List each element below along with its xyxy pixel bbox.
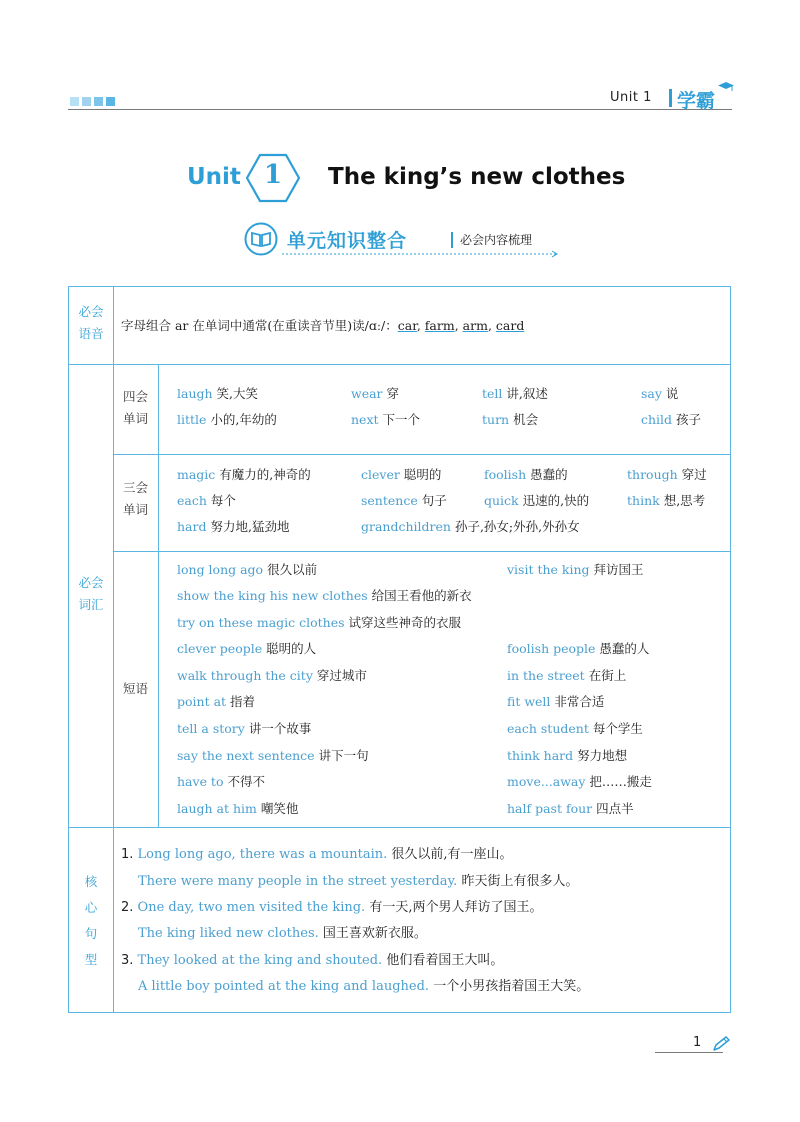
vocab-entry [627, 466, 707, 483]
word-zh: 聪明的 [403, 467, 442, 482]
pronunciation-text: 字母组合 ar 在单词中通常(在重读音节里)读/ɑː/： [121, 318, 398, 333]
section-title: 单元知识整合 [287, 230, 408, 252]
three-skill-label [113, 477, 158, 521]
core-sentences-label [69, 869, 113, 973]
sentence-number: 2. [121, 900, 134, 915]
phrase-zh: 穿过城市 [316, 668, 367, 683]
table-divider [113, 551, 730, 552]
phrase-en: show the king his new clothes [177, 588, 368, 603]
phrase-entry [507, 693, 604, 710]
section-subtitle: 必会内容梳理 [460, 233, 533, 247]
header-rule [68, 109, 732, 110]
phrase-entry [177, 640, 316, 657]
phrase-en: say the next sentence [177, 748, 315, 763]
word-en: next [351, 412, 379, 427]
word-zh: 想,思考 [663, 493, 706, 508]
phrase-entry [177, 773, 265, 790]
vocab-entry [361, 466, 441, 483]
phrase-en: long long ago [177, 562, 264, 577]
sentence-zh: 一个小男孩指着国王大笑。 [433, 979, 590, 994]
vocab-entry [351, 385, 399, 402]
table-divider [113, 454, 730, 455]
phrase-entry [507, 747, 627, 764]
section-heading [244, 222, 564, 260]
phrase-en: laugh at him [177, 801, 257, 816]
table-divider [69, 827, 730, 828]
sentence-en: One day, two men visited the king. [137, 900, 366, 915]
four-skill-label [113, 386, 158, 430]
section-divider [451, 232, 453, 248]
unit-word: Unit [187, 164, 241, 190]
word-zh: 下一个 [382, 412, 421, 427]
sentence-zh: 很久以前,有一座山。 [391, 847, 513, 862]
word-zh: 穿 [386, 386, 400, 401]
sentence-item [121, 846, 513, 863]
vocab-entry [641, 411, 701, 428]
graduation-cap-icon [718, 82, 734, 92]
vocab-entry [484, 492, 589, 509]
phrase-zh: 讲下一句 [318, 748, 369, 763]
unit-number: 1 [263, 160, 283, 190]
label-line: 四会 [122, 389, 148, 404]
label-line: 必会 [78, 304, 104, 319]
phrase-en: half past four [507, 801, 593, 816]
label-line: 型 [84, 952, 98, 967]
dotted-arrow [282, 250, 562, 258]
vocab-entry [482, 411, 538, 428]
label-line: 语音 [78, 326, 104, 341]
phrase-zh: 愚蠢的人 [599, 641, 650, 656]
vocab-entry [482, 385, 548, 402]
phrase-en: clever people [177, 641, 263, 656]
vocab-entry [361, 518, 580, 535]
phrase-entry [177, 561, 317, 578]
word-en: turn [482, 412, 510, 427]
table-divider [158, 364, 159, 827]
phrase-zh: 嘲笑他 [260, 801, 299, 816]
header-decoration [70, 97, 115, 106]
word-zh: 句子 [421, 493, 447, 508]
phrase-zh: 把……搬走 [589, 774, 652, 789]
phrase-zh: 给国王看他的新衣 [371, 588, 472, 603]
word-en: quick [484, 493, 519, 508]
label-line: 三会 [122, 480, 148, 495]
phrase-en: try on these magic clothes [177, 615, 345, 630]
word-en: magic [177, 467, 216, 482]
phrase-zh: 试穿这些神奇的衣服 [348, 615, 462, 630]
phrase-entry [177, 747, 369, 764]
vocab-entry [641, 385, 678, 402]
label-line: 心 [84, 900, 98, 915]
sentence-zh: 国王喜欢新衣服。 [322, 926, 427, 941]
page-number: 1 [693, 1035, 702, 1050]
word-en: think [627, 493, 660, 508]
unit-title-text: The king’s new clothes [328, 164, 626, 190]
word-en: foolish [484, 467, 527, 482]
word-en: tell [482, 386, 503, 401]
sentence-item [138, 873, 578, 890]
vocab-entry [177, 518, 289, 535]
label-line: 单词 [122, 502, 148, 517]
phrase-zh: 聪明的人 [266, 641, 317, 656]
example-word: card [495, 318, 525, 333]
word-en: say [641, 386, 662, 401]
vocab-entry [177, 411, 277, 428]
word-zh: 迅速的,快的 [522, 493, 590, 508]
label-line: 核 [84, 874, 98, 889]
phrase-en: tell a story [177, 721, 245, 736]
word-en: child [641, 412, 673, 427]
sentence-en: A little boy pointed at the king and laughed. [138, 979, 430, 994]
word-zh: 愚蠢的 [530, 467, 568, 482]
sentence-en: The king liked new clothes. [138, 926, 319, 941]
phrase-zh: 指着 [230, 694, 256, 709]
word-zh: 笑,大笑 [216, 386, 259, 401]
word-zh: 穿过 [681, 467, 707, 482]
phrase-en: fit well [507, 694, 551, 709]
vocab-entry [177, 466, 311, 483]
sentence-number: 1. [121, 847, 134, 862]
vocabulary-label [69, 572, 113, 616]
phrase-zh: 在街上 [588, 668, 627, 683]
phrase-entry [177, 587, 472, 604]
sentence-zh: 他们看着国王大叫。 [386, 953, 504, 968]
sentence-en: Long long ago, there was a mountain. [137, 847, 388, 862]
word-zh: 小的,年幼的 [210, 412, 277, 427]
phrase-entry [177, 720, 311, 737]
phrases-label: 短语 [122, 681, 148, 696]
phrase-en: have to [177, 774, 224, 789]
table-divider [69, 364, 730, 365]
header-divider [669, 89, 672, 107]
vocab-entry [627, 492, 705, 509]
phrase-en: in the street [507, 668, 585, 683]
word-en: hard [177, 519, 207, 534]
phrase-en: point at [177, 694, 227, 709]
vocab-entry [351, 411, 420, 428]
sentence-zh: 有一天,两个男人拜访了国王。 [369, 900, 543, 915]
phrase-zh: 四点半 [596, 801, 634, 816]
sentence-en: They looked at the king and shouted. [137, 953, 383, 968]
unit-title [0, 152, 800, 204]
header-square [70, 97, 79, 106]
phrase-entry [507, 720, 643, 737]
word-zh: 有魔力的,神奇的 [219, 467, 311, 482]
word-en: wear [351, 386, 383, 401]
phrase-zh: 讲一个故事 [248, 721, 312, 736]
word-zh: 每个 [210, 493, 236, 508]
phrase-zh: 努力地想 [577, 748, 628, 763]
phrase-entry [507, 773, 652, 790]
brand-logo: 学霸 [677, 90, 716, 112]
vocab-entry [484, 466, 568, 483]
word-zh: 孙子,孙女;外孙,外孙女 [454, 519, 580, 534]
phrase-en: walk through the city [177, 668, 313, 683]
vocab-entry [177, 492, 236, 509]
sentence-item [121, 952, 503, 969]
phrase-zh: 很久以前 [267, 562, 318, 577]
phrase-en: move...away [507, 774, 586, 789]
phrase-entry [507, 800, 634, 817]
word-zh: 努力地,猛劲地 [210, 519, 290, 534]
header-square [106, 97, 115, 106]
example-word: car [397, 318, 417, 333]
word-en: grandchildren [361, 519, 451, 534]
word-zh: 讲,叙述 [506, 386, 548, 401]
label-line: 单词 [122, 411, 148, 426]
label-line: 词汇 [78, 597, 104, 612]
sentence-en: There were many people in the street yesterday. [138, 874, 458, 889]
sentence-item [138, 978, 589, 995]
vocab-entry [361, 492, 447, 509]
sentence-number: 3. [121, 953, 134, 968]
word-en: sentence [361, 493, 418, 508]
sentence-item [121, 899, 542, 916]
header-square [94, 97, 103, 106]
header-unit-label: Unit 1 [610, 90, 652, 105]
word-zh: 孩子 [676, 412, 702, 427]
phrase-zh: 非常合适 [554, 694, 605, 709]
example-word: farm [424, 318, 455, 333]
phrase-entry [177, 614, 461, 631]
phrase-entry [507, 667, 626, 684]
word-en: each [177, 493, 207, 508]
example-word: arm [462, 318, 488, 333]
word-zh: 机会 [513, 412, 539, 427]
sentence-zh: 昨天街上有很多人。 [461, 874, 579, 889]
word-zh: 说 [665, 386, 679, 401]
sentence-item [138, 925, 427, 942]
word-en: clever [361, 467, 400, 482]
word-en: laugh [177, 386, 213, 401]
knowledge-table [68, 286, 731, 1013]
label-line: 句 [84, 926, 98, 941]
phrase-zh: 拜访国王 [593, 562, 644, 577]
phrase-en: each student [507, 721, 589, 736]
phrase-entry [507, 561, 644, 578]
header-square [82, 97, 91, 106]
pronunciation-rule: 字母组合 ar 在单词中通常(在重读音节里)读/ɑː/：car, farm, arm, card [121, 318, 525, 333]
phrase-en: think hard [507, 748, 574, 763]
phrase-entry [177, 693, 255, 710]
book-icon [244, 222, 278, 256]
pencil-icon [711, 1035, 733, 1053]
label-line: 必会 [78, 575, 104, 590]
word-en: through [627, 467, 678, 482]
phrase-entry [177, 667, 367, 684]
pronunciation-label [69, 301, 113, 345]
vocab-entry [177, 385, 258, 402]
phrase-zh: 不得不 [227, 774, 265, 789]
phrase-zh: 每个学生 [592, 721, 643, 736]
phrase-entry [177, 800, 298, 817]
phrase-en: visit the king [507, 562, 590, 577]
phrase-en: foolish people [507, 641, 596, 656]
word-en: little [177, 412, 207, 427]
phrase-entry [507, 640, 649, 657]
